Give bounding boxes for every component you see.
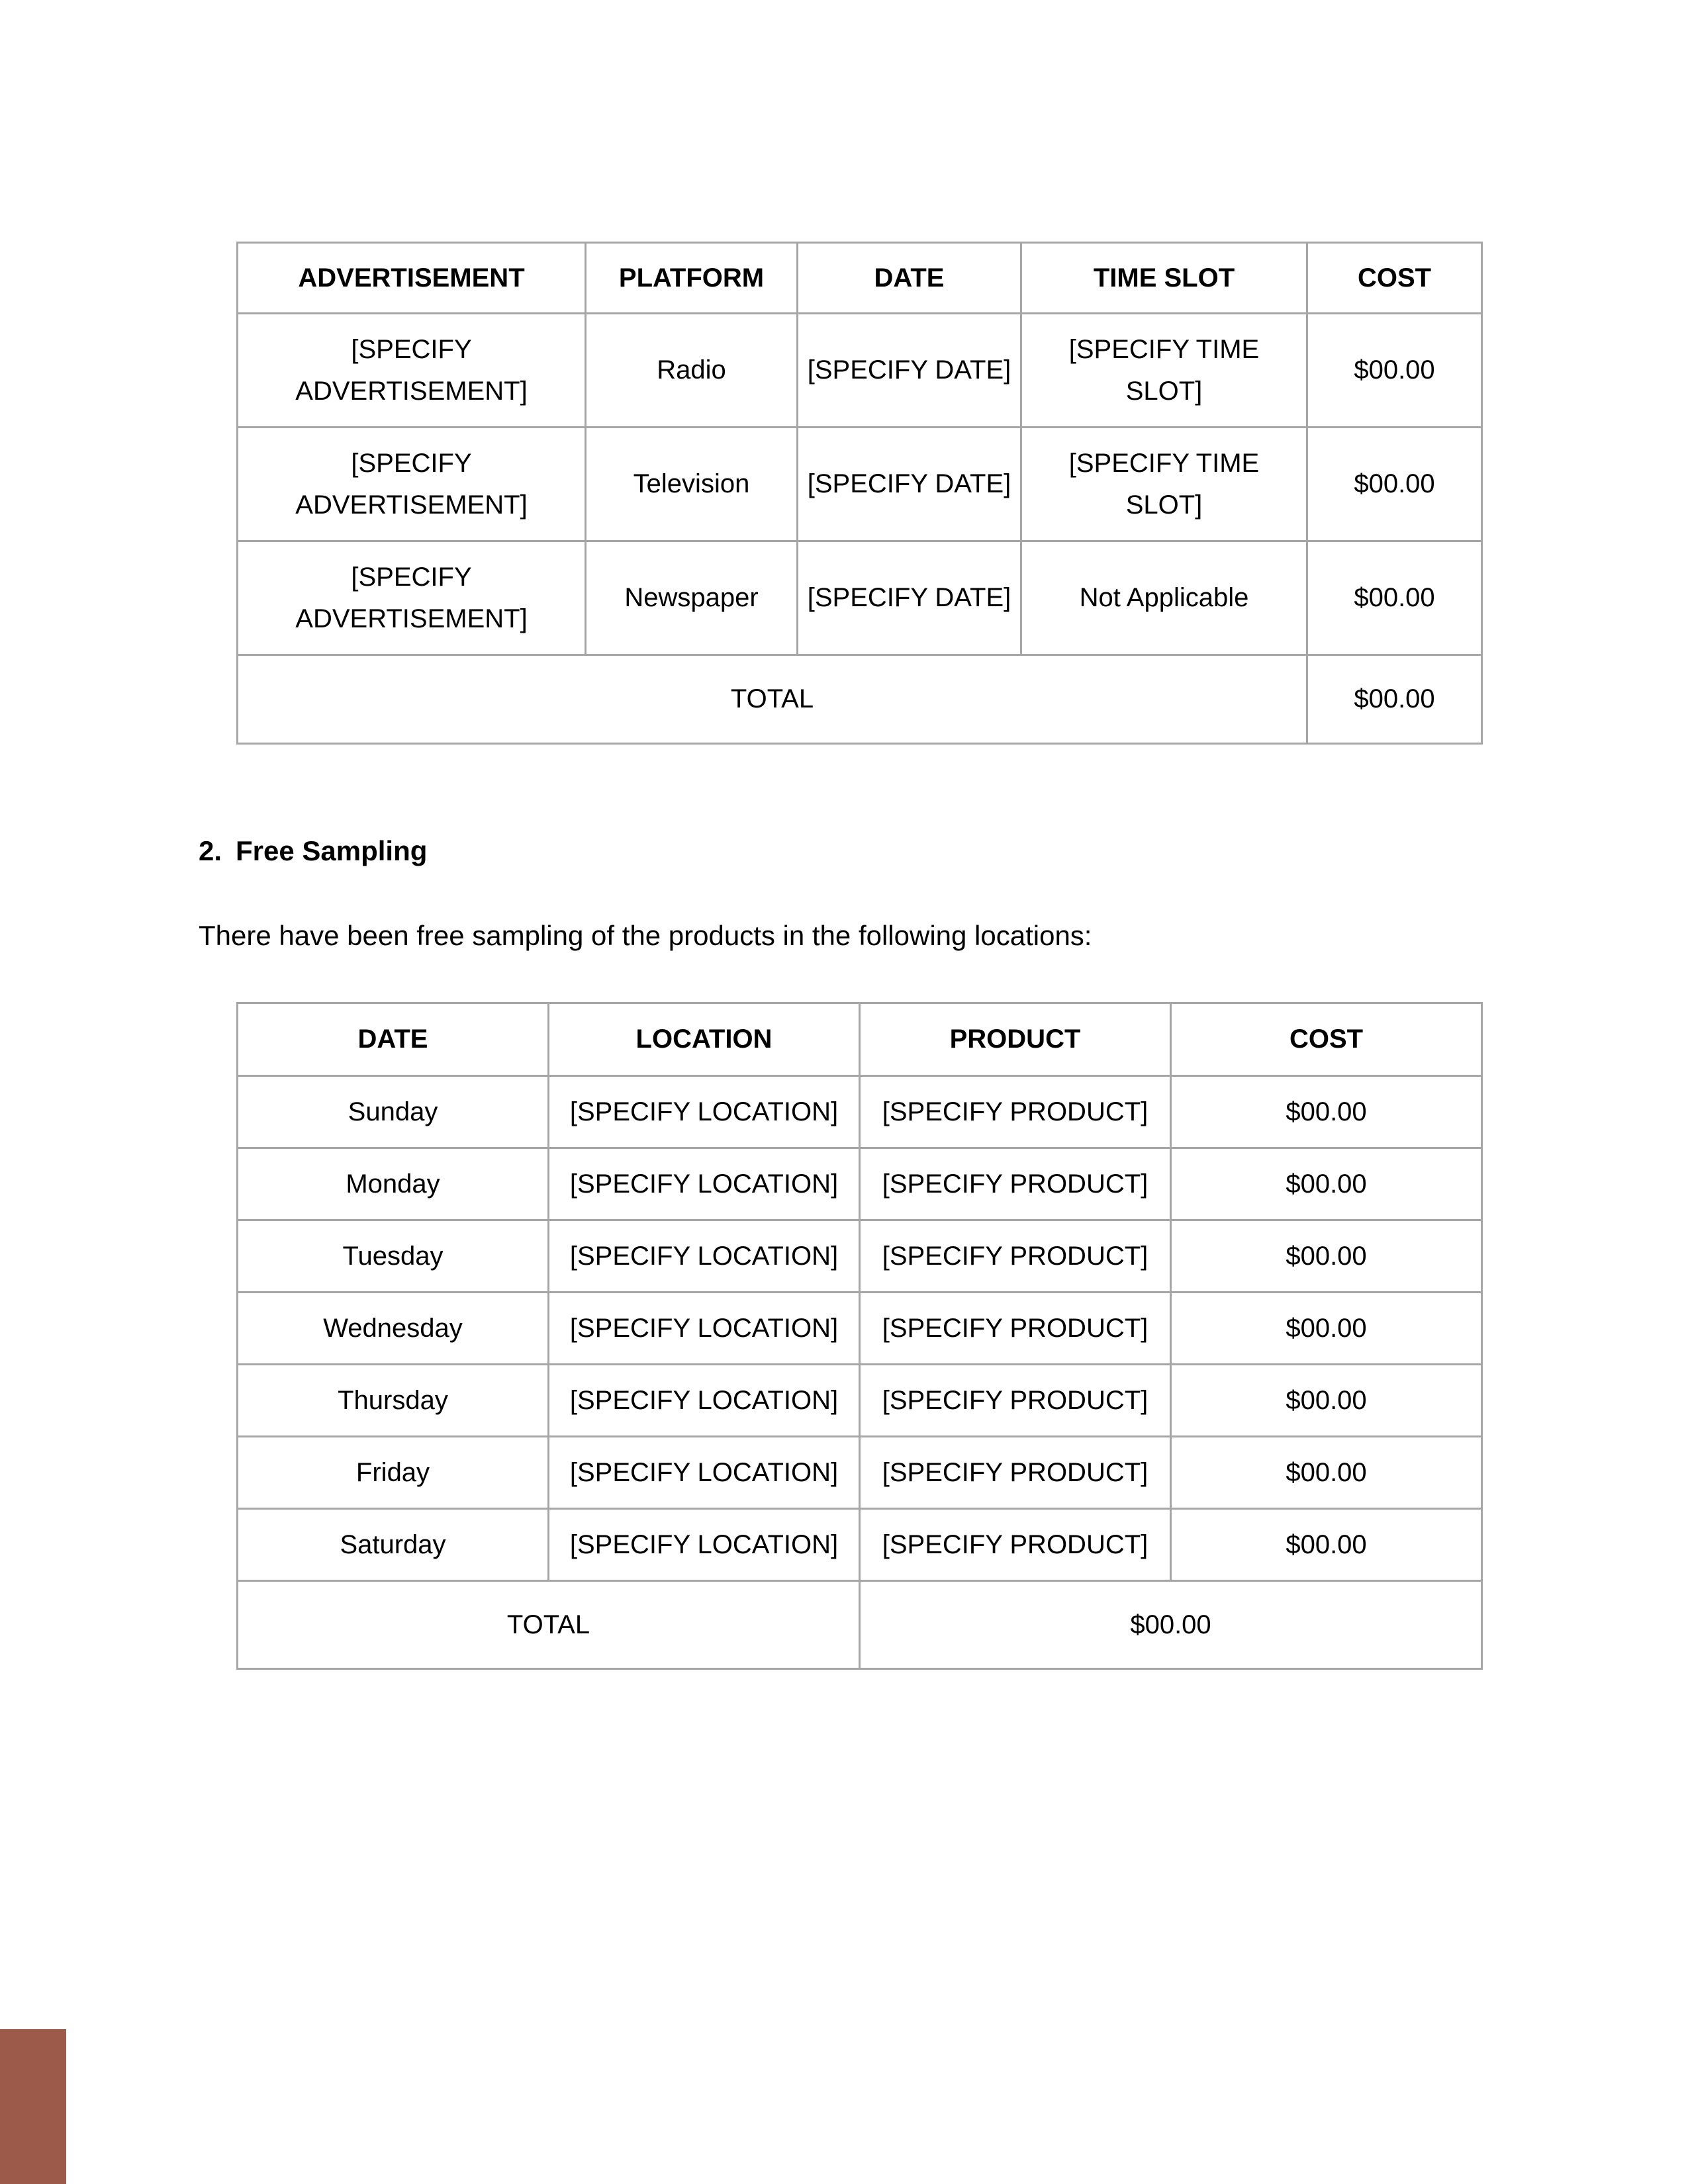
- header-location: LOCATION: [549, 1003, 860, 1076]
- day-cell: Friday: [238, 1437, 549, 1509]
- time-slot-cell: [SPECIFY TIME SLOT]: [1021, 428, 1307, 541]
- date-cell: [SPECIFY DATE]: [798, 428, 1021, 541]
- advertising-table-header-row: [238, 243, 1482, 314]
- time-slot-cell: [SPECIFY TIME SLOT]: [1021, 314, 1307, 428]
- sampling-table-header-row: [238, 1003, 1482, 1076]
- advertisement-cell: [SPECIFY ADVERTISEMENT]: [238, 541, 586, 655]
- table-row: [238, 314, 1482, 428]
- cost-cell: $00.00: [1171, 1509, 1482, 1581]
- table-row: [238, 1148, 1482, 1220]
- header-time-slot: TIME SLOT: [1021, 243, 1307, 314]
- platform-cell: Television: [586, 428, 798, 541]
- day-cell: Wednesday: [238, 1293, 549, 1365]
- total-label: TOTAL: [238, 1581, 860, 1669]
- total-label: TOTAL: [238, 655, 1307, 744]
- header-platform: PLATFORM: [586, 243, 798, 314]
- day-cell: Sunday: [238, 1076, 549, 1148]
- table-row: [238, 1076, 1482, 1148]
- advertising-total-row: [238, 655, 1482, 744]
- section-title: Free Sampling: [236, 835, 428, 866]
- platform-cell: Radio: [586, 314, 798, 428]
- header-cost: COST: [1307, 243, 1482, 314]
- day-cell: Saturday: [238, 1509, 549, 1581]
- total-value: $00.00: [860, 1581, 1482, 1669]
- table-row: [238, 1365, 1482, 1437]
- product-cell: [SPECIFY PRODUCT]: [860, 1365, 1171, 1437]
- table-row: [238, 1220, 1482, 1293]
- platform-cell: Newspaper: [586, 541, 798, 655]
- day-cell: Thursday: [238, 1365, 549, 1437]
- day-cell: Monday: [238, 1148, 549, 1220]
- corner-accent-block: [0, 2029, 66, 2184]
- table-row: [238, 428, 1482, 541]
- day-cell: Tuesday: [238, 1220, 549, 1293]
- product-cell: [SPECIFY PRODUCT]: [860, 1293, 1171, 1365]
- product-cell: [SPECIFY PRODUCT]: [860, 1509, 1171, 1581]
- product-cell: [SPECIFY PRODUCT]: [860, 1437, 1171, 1509]
- advertising-table: [236, 242, 1483, 745]
- product-cell: [SPECIFY PRODUCT]: [860, 1076, 1171, 1148]
- section-intro: There have been free sampling of the products in the following locations:: [199, 920, 1092, 951]
- cost-cell: $00.00: [1171, 1293, 1482, 1365]
- header-date: DATE: [798, 243, 1021, 314]
- sampling-total-row: [238, 1581, 1482, 1669]
- total-value: $00.00: [1307, 655, 1482, 744]
- cost-cell: $00.00: [1307, 541, 1482, 655]
- product-cell: [SPECIFY PRODUCT]: [860, 1148, 1171, 1220]
- table-row: [238, 1437, 1482, 1509]
- location-cell: [SPECIFY LOCATION]: [549, 1220, 860, 1293]
- table-row: [238, 541, 1482, 655]
- header-advertisement: ADVERTISEMENT: [238, 243, 586, 314]
- location-cell: [SPECIFY LOCATION]: [549, 1076, 860, 1148]
- location-cell: [SPECIFY LOCATION]: [549, 1148, 860, 1220]
- time-slot-cell: Not Applicable: [1021, 541, 1307, 655]
- location-cell: [SPECIFY LOCATION]: [549, 1293, 860, 1365]
- table-row: [238, 1509, 1482, 1581]
- header-cost: COST: [1171, 1003, 1482, 1076]
- location-cell: [SPECIFY LOCATION]: [549, 1365, 860, 1437]
- date-cell: [SPECIFY DATE]: [798, 541, 1021, 655]
- location-cell: [SPECIFY LOCATION]: [549, 1509, 860, 1581]
- sampling-table: [236, 1002, 1483, 1670]
- advertisement-cell: [SPECIFY ADVERTISEMENT]: [238, 314, 586, 428]
- product-cell: [SPECIFY PRODUCT]: [860, 1220, 1171, 1293]
- cost-cell: $00.00: [1171, 1220, 1482, 1293]
- cost-cell: $00.00: [1307, 428, 1482, 541]
- date-cell: [SPECIFY DATE]: [798, 314, 1021, 428]
- cost-cell: $00.00: [1307, 314, 1482, 428]
- header-date: DATE: [238, 1003, 549, 1076]
- table-row: [238, 1293, 1482, 1365]
- cost-cell: $00.00: [1171, 1365, 1482, 1437]
- cost-cell: $00.00: [1171, 1148, 1482, 1220]
- cost-cell: $00.00: [1171, 1076, 1482, 1148]
- cost-cell: $00.00: [1171, 1437, 1482, 1509]
- section-heading: [199, 831, 427, 871]
- advertisement-cell: [SPECIFY ADVERTISEMENT]: [238, 428, 586, 541]
- location-cell: [SPECIFY LOCATION]: [549, 1437, 860, 1509]
- header-product: PRODUCT: [860, 1003, 1171, 1076]
- section-number: 2.: [199, 835, 222, 866]
